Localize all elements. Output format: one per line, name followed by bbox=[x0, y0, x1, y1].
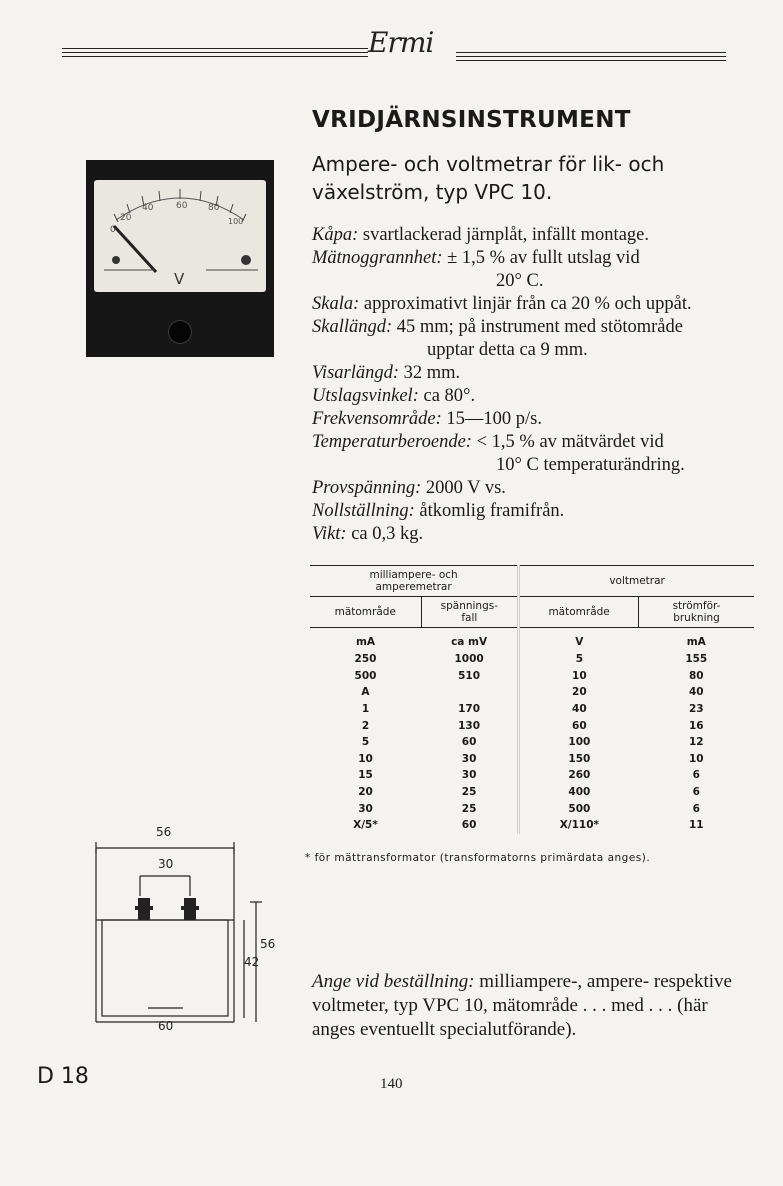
table-cell: 12 bbox=[688, 736, 704, 749]
col-header-ma-range: mätområde bbox=[310, 597, 421, 628]
zero-adjust-knob bbox=[168, 320, 192, 344]
table-cell: 5 bbox=[361, 736, 370, 749]
table-cell: 40 bbox=[519, 701, 639, 718]
dim-terminal-30: 30 bbox=[158, 857, 174, 871]
group-header-volt: voltmetrar bbox=[519, 566, 754, 597]
table-row bbox=[310, 767, 754, 784]
table-cell bbox=[421, 684, 519, 701]
table-cell: 10 bbox=[519, 668, 639, 685]
table-cell: 1000 bbox=[454, 653, 484, 666]
col-header-consumption: strömför-brukning bbox=[639, 597, 754, 628]
page-subtitle: Ampere- och voltmetrar för lik- och växelström, typ VPC 10. bbox=[312, 152, 665, 204]
table-cell: 510 bbox=[458, 669, 481, 682]
table-cell: 1 bbox=[361, 703, 370, 716]
table-row bbox=[310, 784, 754, 801]
table-cell: 500 bbox=[354, 669, 377, 682]
table-cell: 400 bbox=[519, 784, 639, 801]
col-header-voltage-drop: spännings-fall bbox=[421, 597, 519, 628]
brand-logo: Ermi bbox=[368, 26, 434, 59]
header-rule-left bbox=[62, 48, 368, 60]
range-table bbox=[310, 565, 754, 834]
table-cell: 2 bbox=[361, 719, 370, 732]
table-row bbox=[310, 717, 754, 734]
table-cell: 40 bbox=[688, 686, 704, 699]
header-rule-right bbox=[456, 52, 726, 64]
table-cell: 10 bbox=[358, 752, 373, 765]
page-code: D 18 bbox=[37, 1064, 89, 1089]
table-row bbox=[310, 684, 754, 701]
table-cell: 60 bbox=[461, 736, 477, 749]
spec-matnoggrannhet: Mätnoggrannhet: ± 1,5 % av fullt utslag vid 20° C. bbox=[312, 248, 640, 291]
table-cell: 16 bbox=[688, 719, 704, 732]
dim-depth-42: 42 bbox=[244, 955, 260, 969]
spec-utslagsvinkel: Utslagsvinkel: ca 80°. bbox=[312, 386, 476, 406]
table-cell: X/5* bbox=[353, 819, 378, 832]
meter-needle bbox=[114, 226, 156, 272]
scale-label-20: 20 bbox=[120, 213, 132, 223]
meter-photo bbox=[86, 160, 274, 357]
table-cell: 150 bbox=[519, 751, 639, 768]
table-cell: A bbox=[361, 686, 370, 699]
table-cell: 170 bbox=[458, 703, 481, 716]
table-cell: 23 bbox=[688, 703, 704, 716]
table-cell: 6 bbox=[692, 769, 700, 782]
spec-nollstallning: Nollställning: åtkomlig framifrån. bbox=[312, 501, 565, 521]
table-row bbox=[310, 800, 754, 817]
table-row bbox=[310, 701, 754, 718]
table-cell: 100 bbox=[519, 734, 639, 751]
scale-label-80: 80 bbox=[208, 203, 220, 213]
dim-height-56: 56 bbox=[260, 937, 276, 951]
spec-temperaturberoende: Temperaturberoende: < 1,5 % av mätvärdet vid 10° C temperaturändring. bbox=[312, 432, 685, 475]
table-cell: 20 bbox=[519, 684, 639, 701]
table-cell: 6 bbox=[692, 802, 700, 815]
meter-face bbox=[94, 180, 266, 292]
table-cell: 10 bbox=[688, 752, 704, 765]
table-cell: 155 bbox=[685, 653, 708, 666]
table-cell: 260 bbox=[519, 767, 639, 784]
col-header-v-range: mätområde bbox=[519, 597, 639, 628]
table-cell: 25 bbox=[461, 786, 477, 799]
dimension-drawing bbox=[88, 822, 288, 1052]
scale-label-0: 0 bbox=[110, 225, 116, 235]
spec-frekvensomrade: Frekvensområde: 15—100 p/s. bbox=[312, 409, 543, 429]
table-row bbox=[310, 668, 754, 685]
spec-kapa: Kåpa: svartlackerad järnplåt, infällt montage. bbox=[312, 225, 649, 245]
table-cell: 30 bbox=[461, 769, 477, 782]
spec-visarlangd: Visarlängd: 32 mm. bbox=[312, 363, 461, 383]
table-row bbox=[310, 734, 754, 751]
table-footnote: * för mättransformator (transformatorns primärdata anges). bbox=[305, 852, 651, 864]
dim-body-60: 60 bbox=[158, 1019, 174, 1033]
units-row: mA ca mV V mA bbox=[310, 628, 754, 652]
order-instructions: Ange vid beställning: milliampere-, ampere- respektive voltmeter, typ VPC 10, mätområde . . . med . . . (här anges eventuellt specialutförande). bbox=[312, 971, 732, 1040]
scale-label-100: 100 bbox=[228, 217, 244, 226]
table-cell: 30 bbox=[358, 802, 373, 815]
table-cell: 5 bbox=[519, 651, 639, 668]
spec-vikt: Vikt: ca 0,3 kg. bbox=[312, 524, 424, 544]
spec-list bbox=[312, 224, 762, 546]
dim-width-56: 56 bbox=[156, 825, 172, 839]
table-cell: 80 bbox=[688, 669, 704, 682]
meter-unit-label: V bbox=[174, 270, 185, 288]
table-cell: 11 bbox=[688, 819, 704, 832]
spec-provspanning: Provspänning: 2000 V vs. bbox=[312, 478, 506, 498]
scale-label-60: 60 bbox=[176, 201, 188, 211]
table-cell: X/110* bbox=[519, 817, 639, 834]
scale-label-40: 40 bbox=[142, 203, 154, 213]
spec-skala: Skala: approximativt linjär från ca 20 % och uppåt. bbox=[312, 294, 692, 314]
table-cell: 60 bbox=[519, 717, 639, 734]
group-header-ampere: milliampere- och amperemetrar bbox=[310, 566, 519, 597]
table-cell: 15 bbox=[358, 769, 373, 782]
table-cell: 500 bbox=[519, 800, 639, 817]
table-cell: 250 bbox=[354, 653, 377, 666]
page-title: VRIDJÄRNSINSTRUMENT bbox=[312, 107, 631, 133]
table-cell: 20 bbox=[358, 786, 373, 799]
table-row bbox=[310, 817, 754, 834]
table-cell: 30 bbox=[461, 752, 477, 765]
table-cell: 6 bbox=[692, 786, 700, 799]
table-cell: 130 bbox=[458, 719, 481, 732]
table-cell: 25 bbox=[461, 802, 477, 815]
table-row bbox=[310, 751, 754, 768]
table-row bbox=[310, 651, 754, 668]
table-cell: 60 bbox=[461, 819, 477, 832]
spec-skallangd: Skallängd: 45 mm; på instrument med stötområde upptar detta ca 9 mm. bbox=[312, 317, 683, 360]
meter-scale-graphic bbox=[94, 180, 266, 292]
page-number: 140 bbox=[380, 1076, 403, 1092]
